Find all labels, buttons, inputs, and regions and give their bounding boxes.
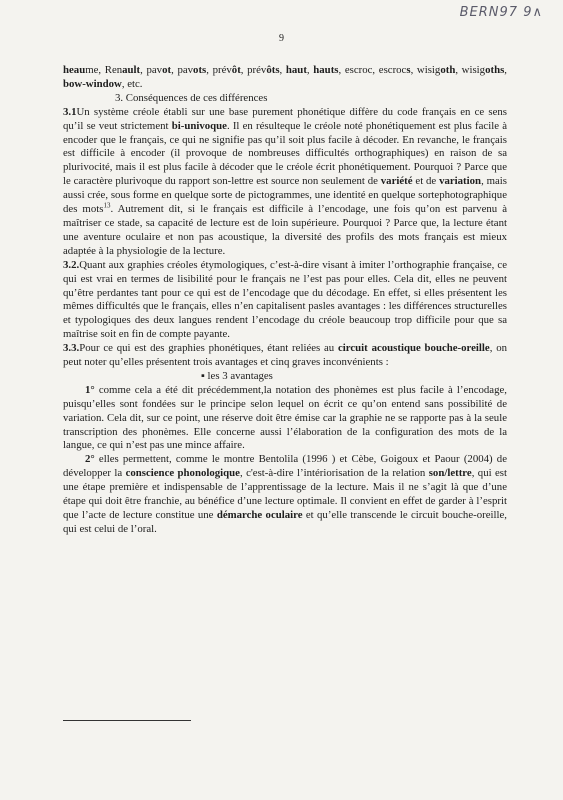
text-run: , mais aussi crée, sous forme en quelque sorte de pictogrammes, une identité en quelque sortephotographique des mots (63, 175, 507, 216)
text-run: ot (162, 64, 172, 76)
text-run: , prév (206, 64, 232, 76)
text-run: bi-univoque (171, 119, 227, 132)
text-run: 3.3. (63, 342, 80, 355)
text-run: démarche oculaire (216, 509, 303, 521)
text-run: ault (122, 64, 141, 76)
bullet-advantages: ▪ les 3 avantages (201, 369, 273, 382)
text-run: , c'est-à-dire l’intériorisation de la relation (239, 467, 429, 480)
footnote-separator (63, 720, 191, 721)
text-run: conscience phonologique (125, 467, 240, 480)
text-run: me, Ren (85, 64, 123, 76)
text-run: ôts (266, 64, 280, 76)
paragraph-3-1 (63, 106, 507, 259)
page-body (63, 64, 507, 537)
text-run: son/lettre (428, 467, 472, 480)
text-run: ots (193, 64, 207, 76)
text-run: 1° (85, 383, 95, 396)
text-run: variation (439, 175, 482, 188)
text-run: variété (380, 175, 413, 188)
text-run: circuit acoustique bouche-oreille (338, 342, 490, 355)
paragraph-3-3 (63, 342, 507, 370)
text-run: , (279, 64, 286, 76)
text-run: , pav (171, 64, 194, 76)
text-run: Un système créole établi sur une base purement phonétique diffère du code français en ce sens qu’il se veut strictement (63, 105, 507, 132)
text-run: , escroc, escroc (338, 64, 407, 76)
text-run: elles permettent, comme le montre Bentolila (1996 ) et Cèbe, Goigoux et Paour (2004) de développer la (63, 453, 507, 480)
advantage-2-paragraph (63, 453, 507, 536)
text-run: s (406, 64, 411, 76)
text-run: et qu’elle transcende le circuit bouche-oreille, qui est celui de l’oral. (63, 509, 507, 535)
handwritten-annotation: BERN97 9∧ (459, 5, 543, 20)
text-run: et de (412, 175, 440, 188)
text-run: , wisig (455, 64, 486, 76)
text-run: Pour ce qui est des graphies phonétiques, étant reliées au (79, 342, 338, 355)
text-run: . Il en résulteque le créole noté phonétiquement est plus facile à encoder que le français, ce qui ne signifie pas qu’il soit plus facile à décoder. En revanche, le français est difficile à encoder (il provoque de nombreuses difficultés orthographiques) en raison de sa plurivocité, mais il est plus facile à décoder que le créole écrit phonétiquement. Pourquoi ? Parce que le caractère plurivoque du rapport son-lettre est source non seulement de (63, 119, 507, 188)
text-run: hauts (313, 64, 339, 76)
text-run: , (306, 64, 314, 76)
word-list-paragraph (63, 64, 507, 92)
text-run: , wisig (410, 64, 441, 76)
text-run: , qui est une étape première et indispensable de l’apprentissage de la lecture. Mais il ne s’agit là que d’une étape qui doit être franchie, au bénéfice d’une lecture optimale. Il convient en effet de garder à l’esprit que l’acte de lecture constitue une (63, 467, 508, 521)
text-run: heau (63, 64, 86, 76)
section-heading: 3. Conséquences de ces différences (115, 91, 268, 104)
text-run: , etc. (121, 77, 143, 90)
text-run: . Autrement dit, si le français est difficile à l’encodage, une fois qu’on est parvenu à maîtriser ce stade, sa capacité de lecture est de loin supérieure. Pourquoi ? Parce que, la lecture étant une aventure oculaire et non pas acoustique, la diversité des profils des mots français est mieux adaptée à la physiologie de la lecture. (63, 203, 507, 257)
text-run: Quant aux graphies créoles étymologiques, c’est-à-dire visant à imiter l’orthographie française, ce qui est vrai en termes de lisibilité pour le français ne l’est pas pour elles. Cela dit, elles ne peuvent qu’être perdantes tant pour ce qui est de l’encodage que du décodage. En effet, si elles présentent les mêmes difficultés que le français, elles n’en capitalisent pasles avantages : les différences structurelles et typologiques des deux langues rendent l’encodage du créole beaucoup trop difficile pour que sa maîtrise soit en fin de compte payante. (63, 258, 507, 341)
text-run: bow-window (63, 77, 122, 90)
paragraph-3-2 (63, 259, 507, 342)
text-run: , pav (140, 64, 163, 76)
text-run: 13 (103, 201, 111, 210)
text-run: , on peut noter qu’elles présentent trois avantages et cinq graves inconvénients : (63, 342, 507, 369)
text-run: , prév (240, 64, 267, 76)
text-run: oth (440, 64, 456, 76)
advantage-1-paragraph (63, 384, 507, 454)
page-number: 9 (279, 33, 284, 44)
text-run: oths (485, 64, 505, 76)
text-run: comme cela a été dit précédemment,la notation des phonèmes est plus facile à l’encodage, puisqu’elles sont fondées sur le principe selon lequel on écrit ce qu’on entend sans possibilité de variation. Cela dit, sur ce point, une réserve doit être émise car la graphie ne se rapporte pas à la seule transcription des phonèmes. Elle concerne aussi l’élaboration de la configuration des mots de la langue, ce qui n’est pas une mince affaire. (63, 383, 507, 452)
text-run: haut (285, 64, 307, 76)
text-run: , (504, 64, 507, 76)
text-run: 3.2. (63, 258, 80, 271)
text-run: 2° (85, 453, 95, 466)
text-run: ôt (231, 64, 241, 76)
text-run: 3.1 (63, 105, 77, 118)
